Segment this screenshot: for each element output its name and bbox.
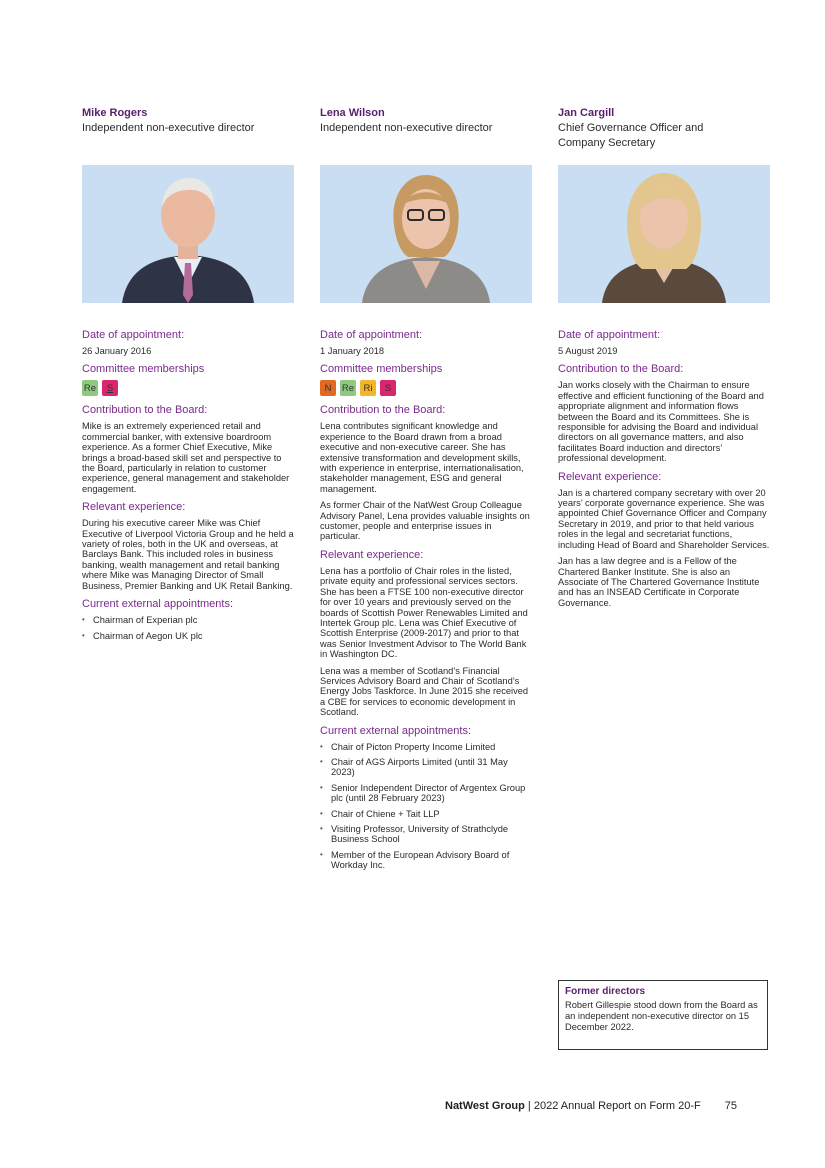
appointment-date: 1 January 2018 (320, 346, 385, 356)
committee-heading: Committee memberships (82, 363, 205, 376)
director-title: Independent non-executive director (82, 122, 255, 134)
list-item: • Visiting Professor, University of Strathclyde Business School (320, 824, 533, 845)
director-details (558, 328, 771, 614)
committee-badge-nomination: N (320, 380, 336, 396)
appointments-heading: Current external appointments: (320, 724, 472, 737)
former-directors-box (558, 980, 768, 1050)
director-photo (558, 165, 770, 303)
date-heading: Date of appointment: (558, 329, 661, 341)
committee-badges (320, 380, 533, 396)
experience-text: Lena has a portfolio of Chair roles in the listed, private equity and professional services sectors. She has been a FTSE 100 non-executive director for over 10 years and previously served on the boards of Scottish Power Renewables Limited and Intertek Group plc. Lena was Chief Executive of Scottish Enterprise (2009-2017) and prior to that was Senior Investment Advisor to The World Bank in Washington DC. (320, 565, 528, 660)
experience-heading: Relevant experience: (82, 501, 186, 514)
director-details (320, 328, 533, 876)
director-card-mike-rogers (82, 106, 295, 641)
experience-text: Jan is a chartered company secretary with over 20 years’ corporate governance experience. She was appointed Chief Governance Officer and Company Secretary in 2019, and prior to that held various roles in the legal and secretariat functions, including Head of Board and Shareholder Services. (558, 487, 770, 550)
committee-badge-risk: Ri (360, 380, 376, 396)
contribution-heading: Contribution to the Board: (320, 404, 446, 417)
committee-badge-sustainable: S (102, 380, 118, 396)
experience-text: Jan has a law degree and is a Fellow of the Chartered Banker Institute. She is also an Associate of The Chartered Governance Institute and has an INSEAD Certificate in Corporate Governance. (558, 556, 760, 608)
contribution-text: Lena contributes significant knowledge and experience to the Board drawn from a broad executive and non-executive career. She has extensive transformation and development skills, with experience in enterprise, internationalisation, stakeholder management, ESG and general management. (320, 421, 524, 494)
portrait-image (558, 165, 770, 303)
list-item: • Senior Independent Director of Argentex Group plc (until 28 February 2023) (320, 783, 533, 804)
footer-report-title: 2022 Annual Report on Form 20-F (533, 1100, 701, 1112)
appointment-date: 5 August 2019 (558, 346, 618, 356)
contribution-text: Jan works closely with the Chairman to ensure effective and efficient functioning of the Board and appropriate alignment and information flows between the Board and its Committees. She is responsible for advising the Board and individual directors on all governance matters, and also facilitates Board induction and directors’ professional development. (558, 380, 764, 464)
contribution-heading: Contribution to the Board: (558, 363, 684, 376)
director-name: Jan Cargill (558, 107, 615, 119)
list-item: • Chair of AGS Airports Limited (until 31 May 2023) (320, 757, 533, 778)
experience-heading: Relevant experience: (320, 548, 424, 561)
appointments-heading: Current external appointments: (82, 598, 234, 611)
committee-heading: Committee memberships (320, 363, 443, 376)
portrait-image (82, 165, 294, 303)
contribution-text: As former Chair of the NatWest Group Colleague Advisory Panel, Lena provides valuable insights on customer, people and enterprise issues in particular. (320, 500, 530, 542)
experience-text: During his executive career Mike was Chief Executive of Liverpool Victoria Group and he held a variety of roles, both in the UK and overseas, at Barclays Bank. This included roles in business banking, wealth management and retail banking where Mike was Managing Director of Small Business, Premier Banking and UK Retail Banking. (82, 518, 294, 591)
committee-badge-remuneration: Re (82, 380, 98, 396)
page-footer (445, 1100, 737, 1112)
date-heading: Date of appointment: (82, 329, 185, 341)
list-item: • Chairman of Experian plc (82, 615, 295, 625)
list-item: • Member of the European Advisory Board of Workday Inc. (320, 850, 533, 871)
contribution-text: Mike is an extremely experienced retail and commercial banker, with extensive boardroom experience. As a former Chief Executive, Mike brings a broad-based skill set and perspective to the Board, particularly in relation to customer experience, general management and stakeholder engagement. (82, 421, 290, 494)
committee-badges (82, 380, 295, 396)
experience-heading: Relevant experience: (558, 470, 662, 483)
director-photo (82, 165, 294, 303)
contribution-heading: Contribution to the Board: (82, 404, 208, 417)
director-card-lena-wilson (320, 106, 533, 871)
director-photo (320, 165, 532, 303)
experience-text: Lena was a member of Scotland’s Financial Services Advisory Board and Chair of Scotland’s Energy Jobs Taskforce. In June 2015 she received a CBE for services to economic development in Scotland. (320, 665, 529, 718)
director-title-line-2: Company Secretary (558, 137, 656, 149)
director-title: Chief Governance Officer and (558, 122, 704, 134)
appointments-list (82, 615, 295, 641)
appointments-list (320, 742, 533, 871)
page-number: 75 (724, 1100, 738, 1112)
list-item: • Chair of Picton Property Income Limited (320, 742, 533, 752)
director-name: Mike Rogers (82, 107, 148, 119)
committee-badge-sustainable: S (380, 380, 396, 396)
former-directors-text: Robert Gillespie stood down from the Board as an independent non-executive director on 15 December 2022. (565, 1000, 758, 1032)
director-title: Independent non-executive director (320, 122, 493, 134)
footer-separator: | (524, 1100, 534, 1112)
portrait-image (320, 165, 532, 303)
director-card-jan-cargill (558, 106, 771, 608)
date-heading: Date of appointment: (320, 329, 423, 341)
director-name: Lena Wilson (320, 107, 385, 119)
list-item: • Chair of Chiene + Tait LLP (320, 809, 533, 819)
director-details (82, 328, 295, 646)
footer-brand: NatWest Group (445, 1100, 525, 1112)
list-item: • Chairman of Aegon UK plc (82, 631, 295, 641)
appointment-date: 26 January 2016 (82, 346, 152, 356)
former-directors-title: Former directors (565, 986, 646, 997)
committee-badge-remuneration: Re (340, 380, 356, 396)
